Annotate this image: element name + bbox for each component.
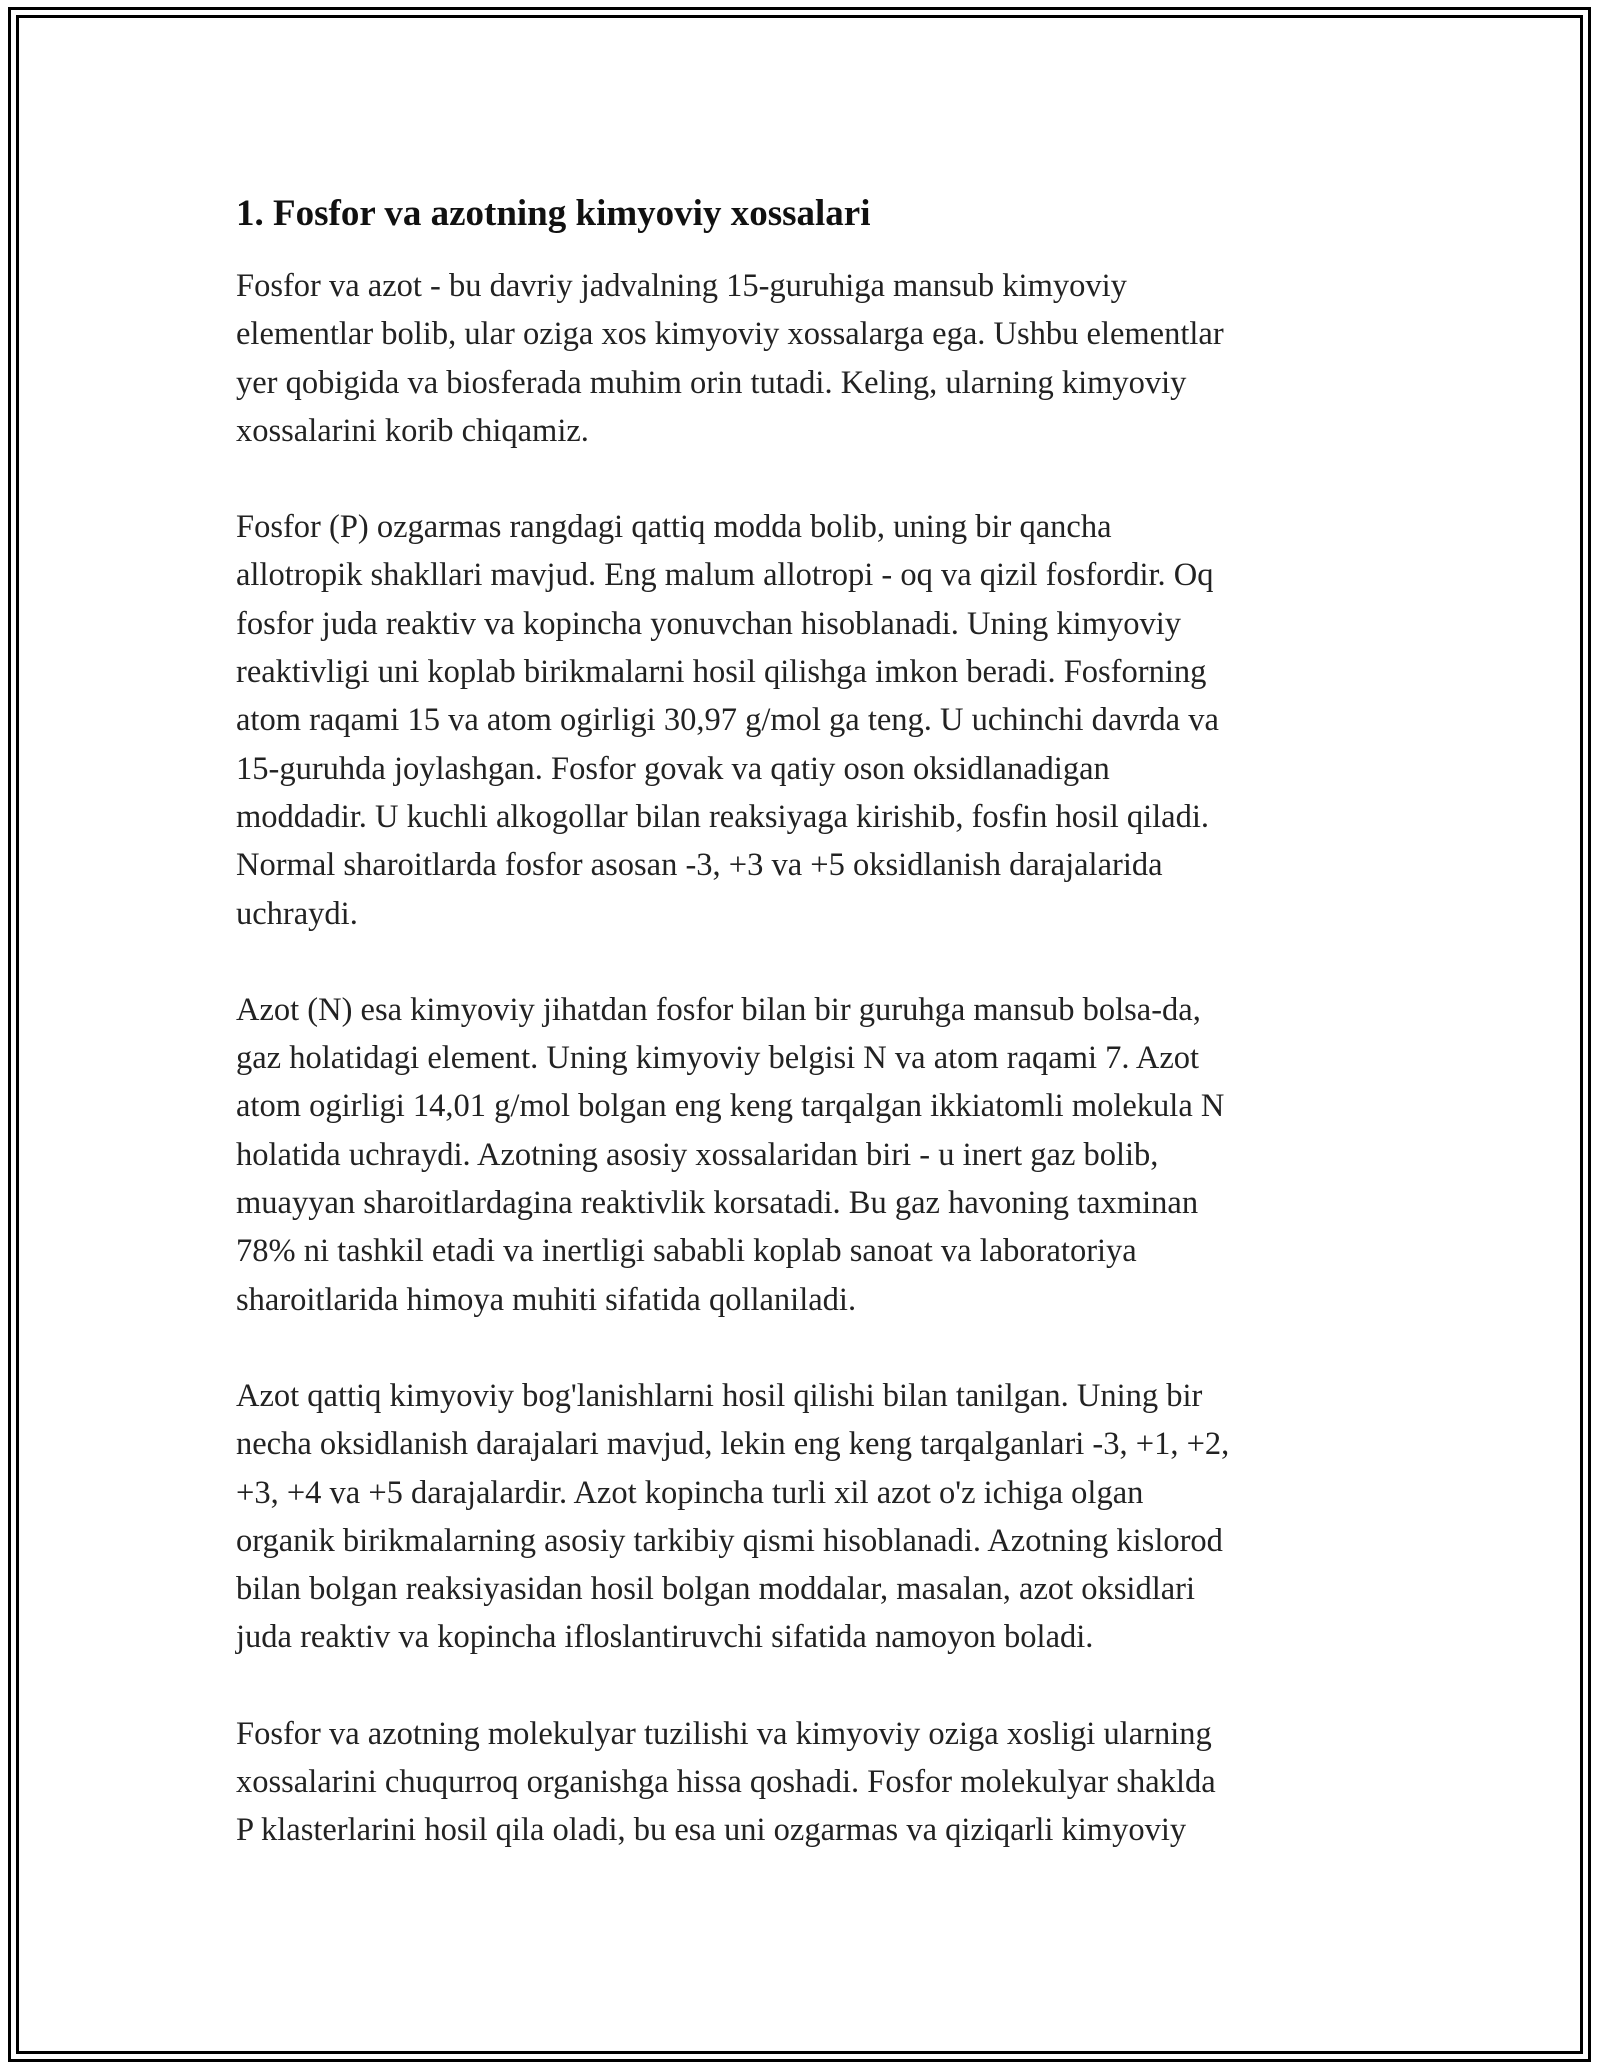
text-line: 78% ni tashkil etadi va inertligi sababli koplab sanoat va laboratoriya bbox=[236, 1233, 1137, 1270]
text-line: Fosfor (P) ozgarmas rangdagi qattiq modda bolib, uning bir qancha bbox=[236, 509, 1112, 546]
text-line: fosfor juda reaktiv va kopincha yonuvchan hisoblanadi. Uning kimyoviy bbox=[236, 605, 1182, 642]
text-line: P klasterlarini hosil qila oladi, bu esa uni ozgarmas va qiziqarli kimyoviy bbox=[236, 1812, 1187, 1849]
text-line: atom raqami 15 va atom ogirligi 30,97 g/mol ga teng. U uchinchi davrda va bbox=[236, 702, 1219, 739]
text-line: allotropik shakllari mavjud. Eng malum allotropi - oq va qizil fosfordir. Oq bbox=[236, 557, 1214, 594]
paragraph-phosphorus bbox=[236, 503, 1361, 938]
text-line: +3, +4 va +5 darajalardir. Azot kopincha turli xil azot o'z ichiga olgan bbox=[236, 1474, 1144, 1511]
text-line: yer qobigida va biosferada muhim orin tutadi. Keling, ularning kimyoviy bbox=[236, 364, 1187, 401]
text-line: Azot (N) esa kimyoviy jihatdan fosfor bilan bir guruhga mansub bolsa-da, bbox=[236, 991, 1201, 1028]
text-line: bilan bolgan reaksiyasidan hosil bolgan moddalar, masalan, azot oksidlari bbox=[236, 1571, 1196, 1608]
text-line: xossalarini chuqurroq organishga hissa qoshadi. Fosfor molekulyar shaklda bbox=[236, 1764, 1216, 1801]
text-line: muayyan sharoitlardagina reaktivlik korsatadi. Bu gaz havoning taxminan bbox=[236, 1185, 1199, 1222]
paragraph-molecular-structure bbox=[236, 1710, 1361, 1855]
text-line: elementlar bolib, ular oziga xos kimyoviy xossalarga ega. Ushbu elementlar bbox=[236, 316, 1224, 353]
text-line: Fosfor va azotning molekulyar tuzilishi va kimyoviy oziga xosligi ularning bbox=[236, 1715, 1212, 1752]
text-line: reaktivligi uni koplab birikmalarni hosil qilishga imkon beradi. Fosforning bbox=[236, 654, 1207, 691]
document-body bbox=[236, 186, 1361, 1903]
paragraph-intro bbox=[236, 262, 1361, 455]
text-line: organik birikmalarning asosiy tarkibiy qismi hisoblanadi. Azotning kislorod bbox=[236, 1522, 1223, 1559]
text-line: Fosfor va azot - bu davriy jadvalning 15-guruhiga mansub kimyoviy bbox=[236, 268, 1127, 304]
text-line: 15-guruhda joylashgan. Fosfor govak va qatiy oson oksidlanadigan bbox=[236, 750, 1110, 787]
text-line: gaz holatidagi element. Uning kimyoviy belgisi N va atom raqami 7. Azot bbox=[236, 1040, 1200, 1077]
text-line: xossalarini korib chiqamiz. bbox=[236, 412, 589, 449]
paragraph-nitrogen-bonds bbox=[236, 1372, 1361, 1662]
paragraph-nitrogen bbox=[236, 986, 1361, 1324]
text-line: uchraydi. bbox=[236, 895, 358, 932]
text-line: necha oksidlanish darajalari mavjud, lekin eng keng tarqalganlari -3, +1, +2, bbox=[236, 1426, 1230, 1463]
text-line: moddadir. U kuchli alkogollar bilan reaksiyaga kirishib, fosfin hosil qiladi. bbox=[236, 798, 1210, 835]
text-line: Azot qattiq kimyoviy bog'lanishlarni hosil qilishi bilan tanilgan. Uning bir bbox=[236, 1377, 1203, 1414]
text-line: Normal sharoitlarda fosfor asosan -3, +3 va +5 oksidlanish darajalarida bbox=[236, 847, 1163, 884]
text-line: juda reaktiv va kopincha ifloslantiruvchi sifatida namoyon boladi. bbox=[236, 1619, 1094, 1656]
text-line: atom ogirligi 14,01 g/mol bolgan eng keng tarqalgan ikkiatomli molekula N bbox=[236, 1088, 1225, 1125]
text-line: sharoitlarida himoya muhiti sifatida qollaniladi. bbox=[236, 1281, 857, 1318]
section-heading: 1. Fosfor va azotning kimyoviy xossalari bbox=[236, 193, 871, 234]
text-line: holatida uchraydi. Azotning asosiy xossalaridan biri - u inert gaz bolib, bbox=[236, 1136, 1159, 1173]
